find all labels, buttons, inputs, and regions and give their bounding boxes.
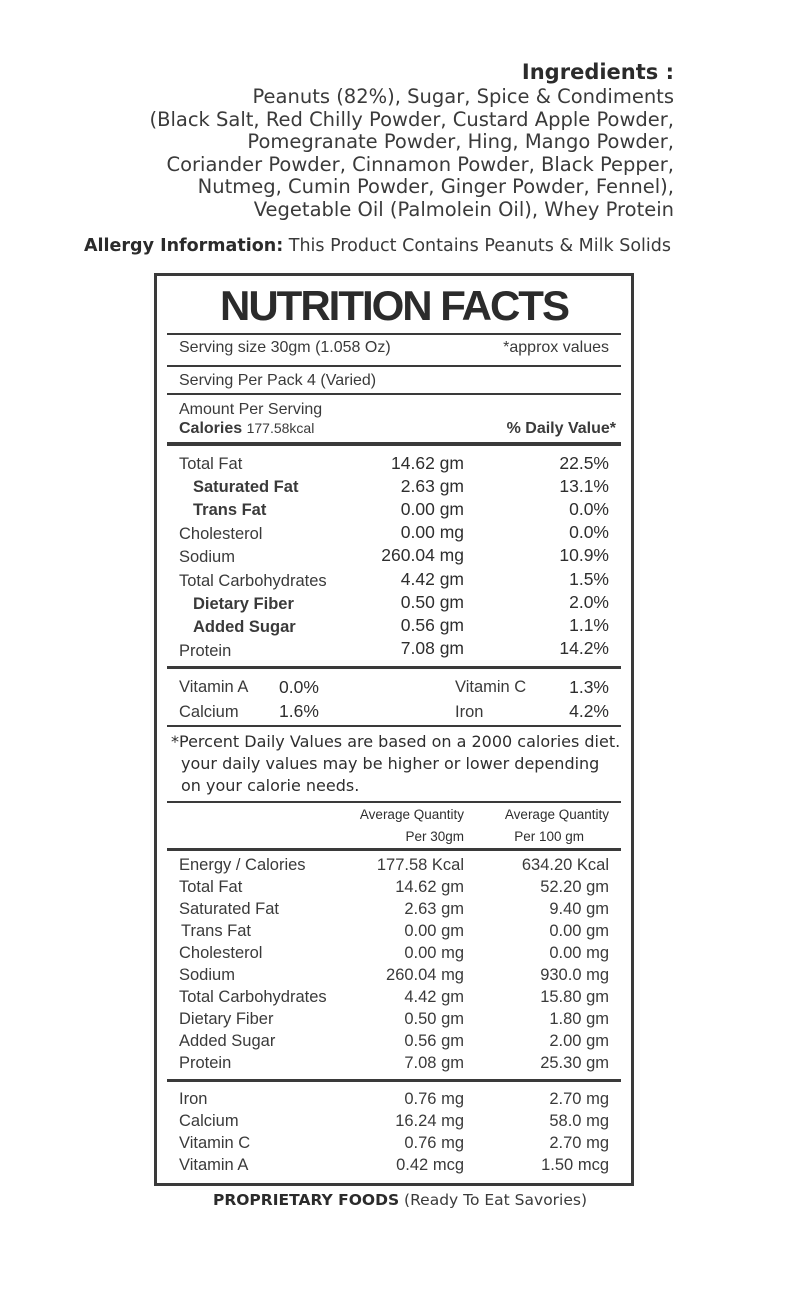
divider-thick [167, 1079, 621, 1082]
nutrient-amount: 0.00 mg [400, 522, 464, 542]
mineral-row-name: Iron [179, 1090, 208, 1108]
divider [167, 725, 621, 727]
nutrient-amount: 14.62 gm [391, 453, 464, 473]
avg-row-per30: 260.04 mg [386, 966, 464, 984]
avg-row-per30: 7.08 gm [404, 1054, 464, 1072]
avg-row-per30: 0.00 gm [404, 922, 464, 940]
daily-value-header: % Daily Value* [506, 420, 616, 437]
avg-row-per100: 930.0 mg [540, 966, 609, 984]
vitamin-value: 4.2% [569, 701, 609, 721]
nutrition-facts-panel [154, 273, 634, 1186]
avg-header-line: Average Quantity [359, 807, 464, 822]
allergy-text: This Product Contains Peanuts & Milk Solids [283, 236, 671, 256]
avg-row-name: Sodium [179, 966, 235, 984]
nutrient-name: Sodium [179, 548, 235, 566]
avg-row-per100: 0.00 mg [549, 944, 609, 962]
daily-values-note [171, 731, 621, 797]
nutrient-amount: 0.00 gm [400, 499, 464, 519]
avg-row-per100: 634.20 Kcal [521, 856, 609, 874]
note-line: on your calorie needs. [181, 776, 360, 795]
nutrient-amount: 260.04 mg [381, 545, 464, 565]
vitamin-name: Vitamin A [179, 678, 249, 696]
note-line: your daily values may be higher or lower depending [181, 754, 600, 773]
avg-row-per30: 177.58 Kcal [376, 856, 464, 874]
avg-row-per100: 1.80 gm [549, 1010, 609, 1028]
avg-row-name: Protein [179, 1054, 232, 1072]
nutrient-amount: 7.08 gm [400, 638, 464, 658]
divider-thick [167, 848, 621, 851]
avg-row-per30: 0.56 gm [404, 1032, 464, 1050]
nutrient-name: Protein [179, 642, 232, 660]
avg-row-per30: 2.63 gm [404, 900, 464, 918]
nutrition-title: NUTRITION FACTS [220, 282, 568, 329]
avg-row-per30: 4.42 gm [404, 988, 464, 1006]
nutrient-amount: 0.50 gm [400, 592, 464, 612]
nutrient-name: Saturated Fat [193, 478, 299, 496]
ingredients-line: Nutmeg, Cumin Powder, Ginger Powder, Fennel), [197, 175, 674, 198]
divider [167, 365, 621, 367]
avg-row-per100: 52.20 gm [540, 878, 609, 896]
nutrient-daily-value: 0.0% [569, 499, 609, 519]
ingredients-line: Pomegranate Powder, Hing, Mango Powder, [247, 130, 674, 153]
mineral-row-name: Vitamin A [179, 1156, 249, 1174]
avg-row-per30: 0.50 gm [404, 1010, 464, 1028]
calories-label: Calories [179, 420, 243, 437]
mineral-row-per30: 0.76 mg [404, 1134, 464, 1152]
nutrient-amount: 2.63 gm [400, 476, 464, 496]
divider [167, 333, 621, 335]
nutrient-daily-value: 22.5% [559, 453, 609, 473]
mineral-row-name: Calcium [179, 1112, 239, 1130]
nutrient-daily-value: 10.9% [559, 545, 609, 565]
avg-row-name: Saturated Fat [179, 900, 279, 918]
vitamin-value: 1.6% [279, 701, 319, 721]
avg-row-per100: 25.30 gm [540, 1054, 609, 1072]
nutrient-amount: 4.42 gm [400, 569, 464, 589]
footer-brand-line [0, 1191, 800, 1209]
divider [167, 393, 621, 395]
calories-value: 177.58kcal [246, 420, 315, 436]
mineral-row-per30: 0.42 mcg [396, 1156, 464, 1174]
nutrient-daily-value: 2.0% [569, 592, 609, 612]
mineral-row-per30: 16.24 mg [395, 1112, 464, 1130]
avg-row-per100: 9.40 gm [549, 900, 609, 918]
note-line: *Percent Daily Values are based on a 2000 calories diet. [171, 732, 621, 751]
avg-row-per100: 0.00 gm [549, 922, 609, 940]
calories [179, 420, 314, 438]
serving-size: Serving size 30gm (1.058 Oz) [179, 339, 391, 356]
avg-row-name: Dietary Fiber [179, 1010, 274, 1028]
vitamin-value: 0.0% [279, 677, 319, 697]
nutrient-name: Trans Fat [193, 501, 267, 519]
ingredients-line: Peanuts (82%), Sugar, Spice & Condiments [252, 85, 674, 108]
mineral-row-per100: 2.70 mg [549, 1090, 609, 1108]
divider-thick [167, 442, 621, 446]
ingredients-line: Vegetable Oil (Palmolein Oil), Whey Protein [253, 197, 674, 221]
vitamin-name: Calcium [179, 703, 239, 721]
ingredients-line: (Black Salt, Red Chilly Powder, Custard Apple Powder, [149, 107, 674, 131]
nutrient-name: Added Sugar [193, 618, 296, 636]
nutrient-amount: 0.56 gm [400, 615, 464, 635]
nutrient-daily-value: 1.1% [569, 615, 609, 635]
nutrient-daily-value: 1.5% [569, 569, 609, 589]
avg-row-per100: 15.80 gm [540, 988, 609, 1006]
avg-row-name: Energy / Calories [179, 856, 306, 874]
nutrient-name: Total Carbohydrates [179, 572, 327, 590]
ingredients-line: Coriander Powder, Cinnamon Powder, Black Pepper, [166, 152, 674, 176]
amount-per-serving: Amount Per Serving [179, 401, 323, 418]
mineral-row-per100: 2.70 mg [549, 1134, 609, 1152]
avg-header-line: Per 30gm [405, 829, 464, 844]
vitamin-name: Iron [455, 703, 484, 721]
avg-row-per30: 0.00 mg [404, 944, 464, 962]
divider-thick [167, 666, 621, 669]
divider [167, 801, 621, 803]
brand-name: PROPRIETARY FOODS [212, 1191, 400, 1209]
avg-header-line: Average Quantity [504, 807, 609, 822]
approx-values: *approx values [503, 339, 609, 356]
mineral-row-name: Vitamin C [179, 1134, 251, 1152]
nutrient-daily-value: 0.0% [569, 522, 609, 542]
serving-per-pack: Serving Per Pack 4 (Varied) [179, 372, 377, 389]
nutrient-daily-value: 13.1% [559, 476, 609, 496]
avg-row-name: Total Fat [179, 878, 243, 896]
ingredients-block [149, 58, 674, 221]
ingredients-title: Ingredients : [521, 60, 674, 84]
allergy-label: Allergy Information: [84, 236, 284, 256]
mineral-row-per100: 58.0 mg [549, 1112, 609, 1130]
avg-header-line: Per 100 gm [514, 829, 584, 844]
avg-header-per-100 [505, 807, 609, 844]
avg-row-name: Total Carbohydrates [179, 988, 327, 1006]
avg-row-name: Trans Fat [181, 922, 251, 940]
vitamin-name: Vitamin C [455, 678, 527, 696]
avg-header-per-30 [360, 807, 464, 844]
avg-row-per30: 14.62 gm [395, 878, 464, 896]
footer-text: (Ready To Eat Savories) [399, 1191, 588, 1209]
vitamin-value: 1.3% [569, 677, 609, 697]
avg-row-per100: 2.00 gm [549, 1032, 609, 1050]
nutrient-name: Cholesterol [179, 525, 263, 543]
nutrient-name: Dietary Fiber [193, 595, 294, 613]
avg-row-name: Cholesterol [179, 944, 263, 962]
mineral-row-per30: 0.76 mg [404, 1090, 464, 1108]
allergy-information [84, 236, 671, 256]
nutrient-daily-value: 14.2% [559, 638, 609, 658]
avg-row-name: Added Sugar [179, 1032, 276, 1050]
mineral-row-per100: 1.50 mcg [541, 1156, 609, 1174]
nutrient-name: Total Fat [179, 455, 243, 473]
